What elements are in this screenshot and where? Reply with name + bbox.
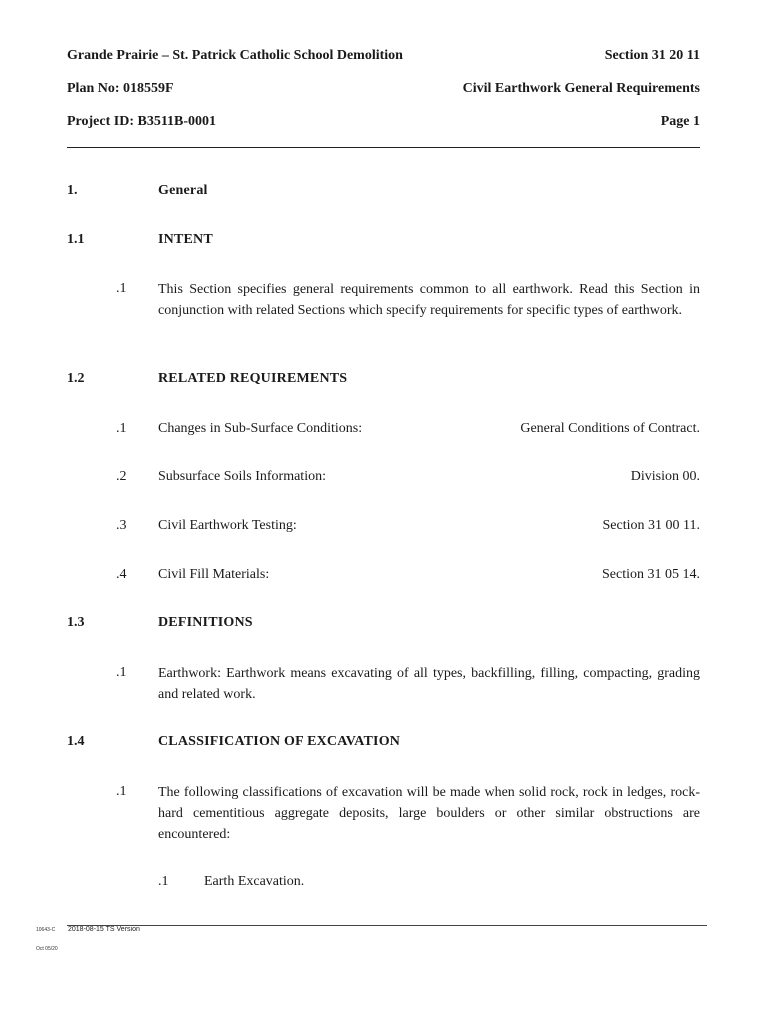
section-number: 1.3: [67, 615, 85, 630]
paragraph: The following classifications of excavation will be made when solid rock, rock in ledges, rock-hard cementitious aggregate deposits, large boulders or other similar obstructions are encountered:: [158, 785, 700, 842]
item-number: .1: [116, 281, 127, 296]
requirement-reference: Division 00.: [630, 469, 700, 484]
item-number: .1: [116, 784, 127, 799]
item-number: .1: [116, 665, 127, 680]
section-id: Section 31 20 11: [604, 48, 700, 63]
plan-number: Plan No: 018559F: [67, 81, 174, 96]
subitem-text: Earth Excavation.: [204, 874, 305, 889]
footer-version: 2018-08-15 TS Version: [68, 926, 140, 933]
section-heading: DEFINITIONS: [158, 615, 253, 630]
requirement-reference: Section 31 00 11.: [602, 518, 700, 533]
page-number: Page 1: [660, 114, 700, 129]
section-number: 1.4: [67, 734, 85, 749]
requirement-label: Subsurface Soils Information:: [158, 469, 326, 484]
footer-code: 10643-C: [36, 927, 56, 933]
requirement-reference: Section 31 05 14.: [602, 567, 700, 582]
section-heading: CLASSIFICATION OF EXCAVATION: [158, 734, 401, 749]
header-rule: [67, 147, 700, 148]
part-title: General: [158, 183, 208, 198]
paragraph: Earthwork: Earthwork means excavating of all types, backfilling, filling, compacting, grading and related work.: [158, 666, 700, 702]
footer-rule: [67, 925, 707, 926]
item-number: .3: [116, 518, 127, 533]
requirement-reference: General Conditions of Contract.: [520, 421, 700, 436]
section-number: 1.1: [67, 232, 85, 247]
paragraph: This Section specifies general requirements common to all earthwork. Read this Section in conjunction with related Sections which specify requirements for specific types of earthwork.: [158, 282, 700, 318]
part-number: 1.: [67, 183, 78, 198]
item-number: .2: [116, 469, 127, 484]
project-title: Grande Prairie – St. Patrick Catholic School Demolition: [67, 48, 403, 63]
section-title: Civil Earthwork General Requirements: [462, 81, 700, 96]
requirement-label: Changes in Sub-Surface Conditions:: [158, 421, 363, 436]
item-number: .1: [116, 421, 127, 436]
section-heading: INTENT: [158, 232, 213, 247]
item-number: .4: [116, 567, 127, 582]
section-number: 1.2: [67, 371, 85, 386]
requirement-label: Civil Fill Materials:: [158, 567, 270, 582]
project-id: Project ID: B3511B-0001: [67, 114, 217, 129]
requirement-label: Civil Earthwork Testing:: [158, 518, 297, 533]
section-heading: RELATED REQUIREMENTS: [158, 371, 348, 386]
subitem-number: .1: [158, 874, 169, 889]
footer-date: Oct 05/20: [36, 946, 58, 952]
